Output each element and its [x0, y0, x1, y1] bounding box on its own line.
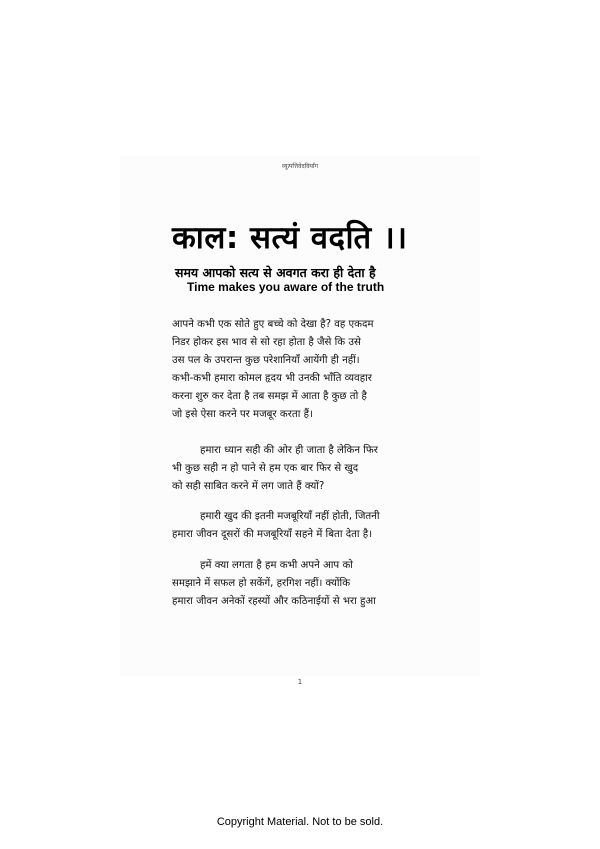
text-line: समझाने में सफल हो सकेंगें, हरगिश नहीं। क्योंकि: [172, 578, 351, 589]
paragraph-2: [172, 442, 436, 496]
text-line: उस पल के उपरान्त कुछ परेशानियाँ आयेंगी ही नहीं।: [172, 355, 360, 366]
text-line: भी कुछ सही न हो पाने से हम एक बार फिर से खुद: [172, 463, 359, 474]
text-line: हमें क्या लगता है हम कभी अपने आप को: [200, 560, 353, 571]
page-title: काल: सत्यं वदति ।।: [172, 220, 408, 256]
text-line: जो इसे ऐसा करने पर मजबूर करता हैं।: [172, 409, 313, 420]
subtitle-english: Time makes you aware of the truth: [187, 280, 385, 294]
text-line: हमारा जीवन दूसरों की मजबूरियाँ सहने में बिता देता है।: [172, 529, 373, 540]
running-head: व्युत्पत्तिवेदविर्यांग: [282, 163, 318, 170]
text-line: कभी-कभी हमारा कोमल हृदय भी उनकी भाँति व्यवहार: [172, 373, 372, 384]
text-line: हमारा जीवन अनेकों रहस्यों और कठिनाईयों से भरा हुआ: [172, 596, 376, 607]
paragraph-4: [172, 557, 436, 611]
paragraph-1: [172, 316, 436, 424]
text-line: करना शुरु कर देता है तब समझ में आता है कुछ तो है: [172, 391, 367, 402]
paragraph-3: [172, 508, 436, 544]
text-line: हमारी खुद की इतनी मजबूरियाँ नहीं होती, जितनी: [200, 511, 380, 522]
page-number: 1: [297, 678, 303, 686]
subtitle-hindi: समय आपको सत्य से अवगत करा ही देता है: [175, 265, 376, 280]
text-line: आपने कभी एक सोते हुए बच्चे को देखा है? वह एकदम: [172, 319, 374, 330]
text-line: निडर होकर इस भाव से सो रहा होता है जैसे कि उसे: [172, 337, 361, 348]
copyright-notice: Copyright Material. Not to be sold.: [216, 816, 384, 828]
text-line: हमारा ध्यान सही की ओर ही जाता है लेकिन फिर: [200, 445, 378, 456]
text-line: को सही साबित करने में लग जाते हैं क्यों?: [172, 481, 325, 492]
